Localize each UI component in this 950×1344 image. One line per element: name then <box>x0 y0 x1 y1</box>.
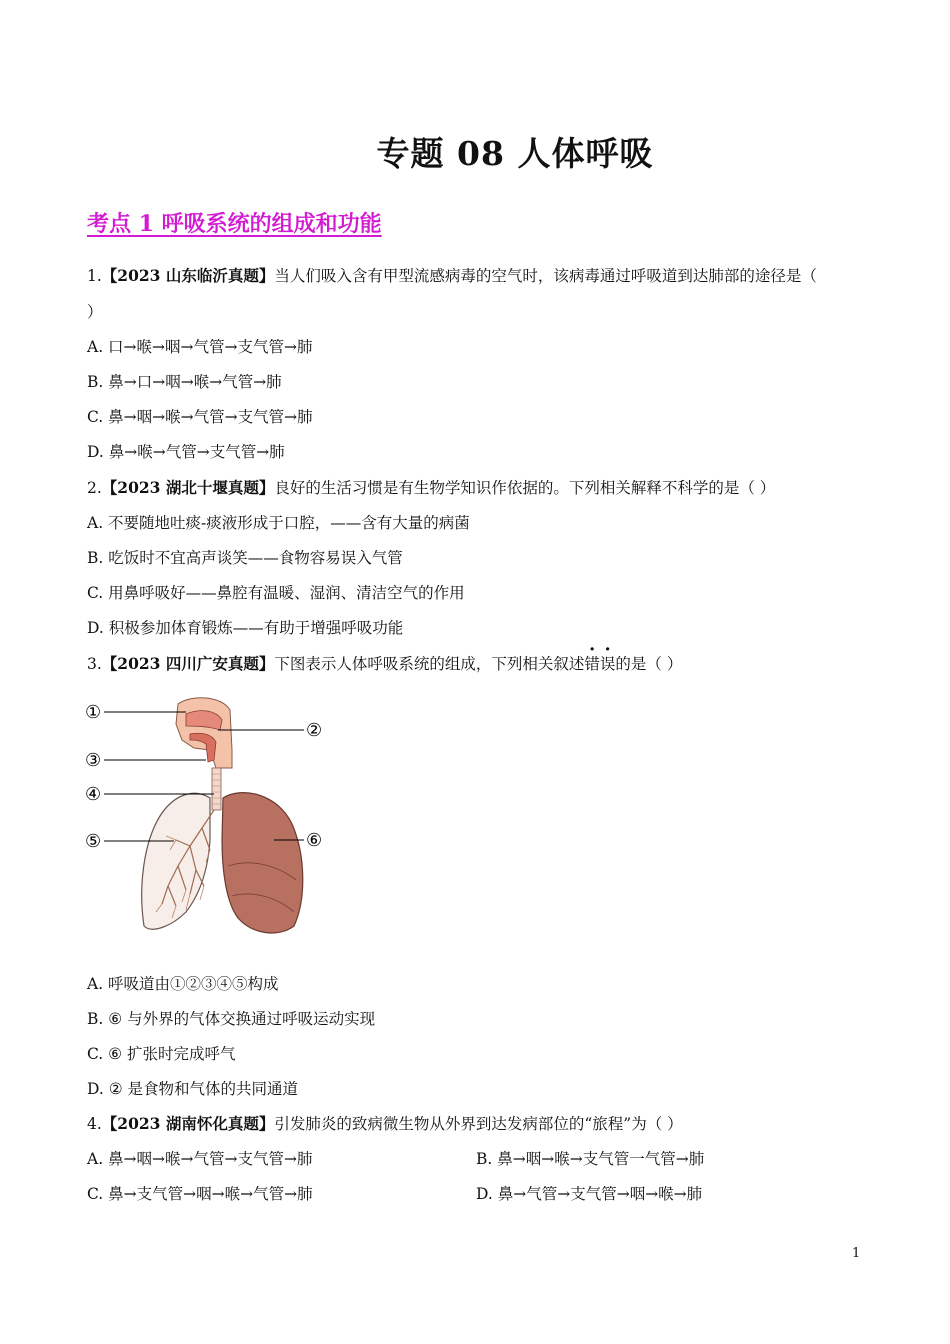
question-1-option-a: A. 口→喉→咽→气管→支气管→肺 <box>87 338 313 356</box>
question-number: 2. <box>87 479 102 497</box>
question-4-option-a: A. 鼻→咽→喉→气管→支气管→肺 <box>87 1150 313 1168</box>
question-number: 3. <box>87 655 102 673</box>
page-title: 专题 08 人体呼吸 <box>376 134 654 173</box>
figure-label-6: ⑥ <box>306 830 323 851</box>
figure-label-2: ② <box>306 720 323 741</box>
right-lung <box>222 793 303 933</box>
question-number: 4. <box>87 1115 102 1133</box>
question-3-option-a: A. 呼吸道由①②③④⑤构成 <box>87 975 279 993</box>
question-1-stem <box>87 266 817 286</box>
question-source: 【2023 山东临沂真题】 <box>101 266 275 285</box>
question-3-option-b: B. ⑥ 与外界的气体交换通过呼吸运动实现 <box>87 1010 376 1028</box>
question-3-option-c: C. ⑥ 扩张时完成呼气 <box>87 1045 236 1063</box>
question-source: 【2023 湖北十堰真题】 <box>101 478 275 497</box>
question-2-stem <box>87 478 775 498</box>
question-4-option-c: C. 鼻→支气管→咽→喉→气管→肺 <box>87 1185 313 1203</box>
respiratory-system-figure <box>82 690 332 940</box>
question-text: 引发肺炎的致病微生物从外界到达发病部位的“旅程”为（ ） <box>274 1115 683 1133</box>
emphasis-char: 误 <box>599 655 616 673</box>
figure-label-1: ① <box>85 702 102 723</box>
question-4-option-b: B. 鼻→咽→喉→支气管一气管→肺 <box>476 1150 705 1168</box>
question-text: 当人们吸入含有甲型流感病毒的空气时，该病毒通过呼吸道到达肺部的途径是（ <box>274 267 817 285</box>
figure-label-5: ⑤ <box>85 831 102 852</box>
question-2-option-d: D. 积极参加体育锻炼——有助于增强呼吸功能 <box>87 619 404 637</box>
question-1-option-b: B. 鼻→口→咽→喉→气管→肺 <box>87 373 282 391</box>
question-number: 1. <box>87 267 102 285</box>
head-outline <box>176 698 232 768</box>
question-text: 良好的生活习惯是有生物学知识作依据的。下列相关解释不科学的是（ ） <box>274 479 776 497</box>
left-lung <box>142 793 210 929</box>
question-1-option-c: C. 鼻→咽→喉→气管→支气管→肺 <box>87 408 313 426</box>
section-heading: 考点 1 呼吸系统的组成和功能 <box>87 211 382 237</box>
question-1-stem-end: ） <box>87 303 103 321</box>
figure-label-3: ③ <box>85 750 102 771</box>
question-4-stem <box>87 1114 683 1134</box>
question-2-option-c: C. 用鼻呼吸好——鼻腔有温暖、湿润、清洁空气的作用 <box>87 584 465 602</box>
emphasis-char: 错 <box>584 655 600 673</box>
question-3-stem <box>87 654 682 674</box>
page-number: 1 <box>852 1246 861 1261</box>
question-1-option-d: D. 鼻→喉→气管→支气管→肺 <box>87 443 285 461</box>
question-source: 【2023 四川广安真题】 <box>101 654 275 673</box>
question-text-end: 的是（ ） <box>615 655 683 673</box>
figure-label-4: ④ <box>85 784 102 805</box>
question-2-option-b: B. 吃饭时不宜高声谈笑——食物容易误入气管 <box>87 549 403 567</box>
question-4-option-d: D. 鼻→气管→支气管→咽→喉→肺 <box>476 1185 703 1203</box>
question-3-option-d: D. ② 是食物和气体的共同通道 <box>87 1080 299 1098</box>
question-source: 【2023 湖南怀化真题】 <box>101 1114 275 1133</box>
question-text: 下图表示人体呼吸系统的组成，下列相关叙述 <box>274 655 585 673</box>
question-2-option-a: A. 不要随地吐痰-痰液形成于口腔，——含有大量的病菌 <box>87 514 470 532</box>
